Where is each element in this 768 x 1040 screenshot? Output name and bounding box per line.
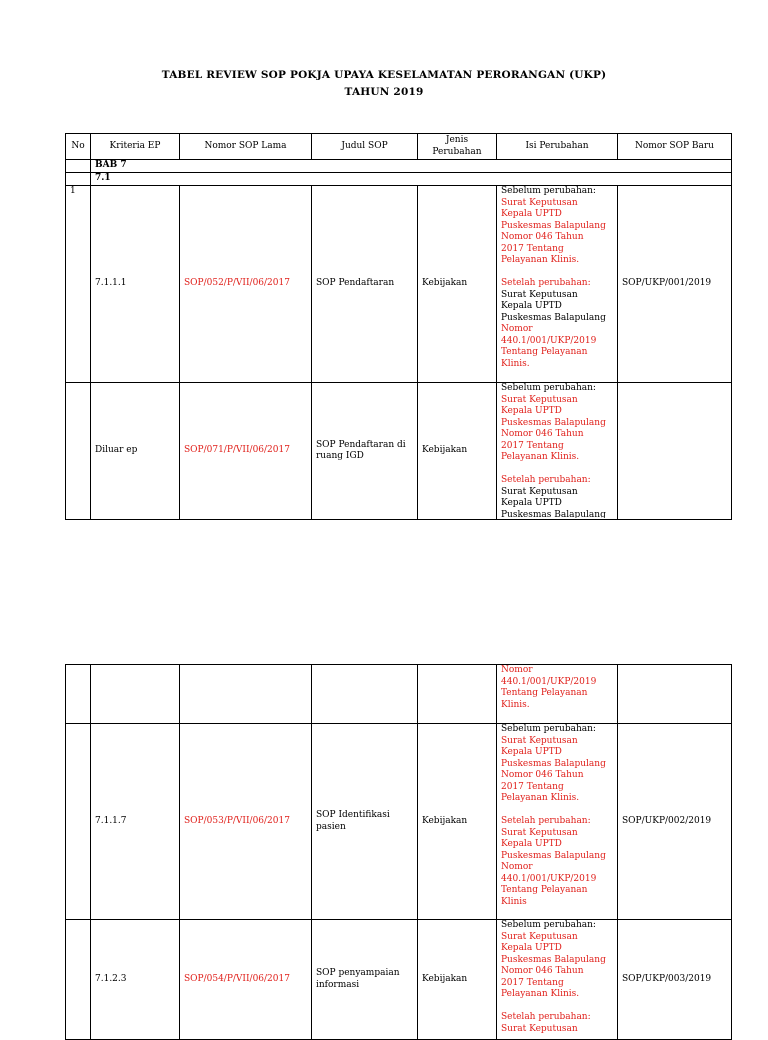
row-nomor-lama: SOP/071/P/VII/06/2017 — [180, 383, 312, 520]
subbab-row — [66, 173, 732, 186]
row-kriteria: Diluar ep — [91, 383, 180, 520]
row-nomor-baru: SOP/UKP/002/2019 — [618, 724, 732, 920]
row-jenis: Kebijakan — [418, 186, 497, 383]
row-isi-perubahan-continued: Nomor 440.1/001/UKP/2019 Tentang Pelayanan Klinis. — [497, 665, 618, 724]
row-jenis: Kebijakan — [418, 920, 497, 1040]
row-nomor-baru: SOP/UKP/001/2019 — [618, 186, 732, 383]
row-nomor-baru — [618, 383, 732, 520]
row-kriteria: 7.1.1.7 — [91, 724, 180, 920]
row-nomor-lama: SOP/053/P/VII/06/2017 — [180, 724, 312, 920]
row-judul: SOP Pendaftaran di ruang IGD — [312, 383, 418, 520]
row-isi-perubahan: Sebelum perubahan: Surat Keputusan Kepala UPTD Puskesmas Balapulang Nomor 046 Tahun 2017 Tentang Pelayanan Klinis. Setelah perubahan: Surat Keputusan Kepala UPTD Puskesmas Balapulang — [497, 383, 618, 520]
row-no: 1 — [66, 186, 91, 383]
row-kriteria: 7.1.2.3 — [91, 920, 180, 1040]
header-judul-sop: Judul SOP — [312, 134, 418, 160]
row-isi-perubahan: Sebelum perubahan: Surat Keputusan Kepala UPTD Puskesmas Balapulang Nomor 046 Tahun 2017 Tentang Pelayanan Klinis. Setelah perubahan: Surat Keputusan — [497, 920, 618, 1040]
header-nomor-sop-lama: Nomor SOP Lama — [180, 134, 312, 160]
subbab-label: 7.1 — [91, 173, 732, 186]
header-kriteria-ep: Kriteria EP — [91, 134, 180, 160]
bab-row — [66, 160, 732, 173]
row-judul: SOP Identifikasi pasien — [312, 724, 418, 920]
bab-label: BAB 7 — [91, 160, 732, 173]
row-isi-perubahan: Sebelum perubahan: Surat Keputusan Kepala UPTD Puskesmas Balapulang Nomor 046 Tahun 2017 Tentang Pelayanan Klinis. Setelah perubahan: Surat Keputusan Kepala UPTD Puskesmas Balapulang Nomor 440.1/001/UKP/2019 Tentang Pelayanan Klinis — [497, 724, 618, 920]
row-kriteria: 7.1.1.1 — [91, 186, 180, 383]
table-row-continued — [66, 665, 732, 724]
header-isi-perubahan: Isi Perubahan — [497, 134, 618, 160]
row-nomor-baru: SOP/UKP/003/2019 — [618, 920, 732, 1040]
row-nomor-lama: SOP/052/P/VII/06/2017 — [180, 186, 312, 383]
document-year: TAHUN 2019 — [344, 86, 424, 98]
row-no — [66, 383, 91, 520]
row-judul: SOP penyampaian informasi — [312, 920, 418, 1040]
header-nomor-sop-baru: Nomor SOP Baru — [618, 134, 732, 160]
review-table-continued — [65, 664, 732, 1040]
table-row — [66, 186, 732, 383]
table-row — [66, 920, 732, 1040]
table-row — [66, 724, 732, 920]
row-judul: SOP Pendaftaran — [312, 186, 418, 383]
table-row — [66, 383, 732, 520]
header-no: No — [66, 134, 91, 160]
table-header-row — [66, 134, 732, 160]
review-table — [65, 133, 732, 520]
row-jenis: Kebijakan — [418, 383, 497, 520]
row-nomor-lama: SOP/054/P/VII/06/2017 — [180, 920, 312, 1040]
header-jenis-perubahan: Jenis Perubahan — [418, 134, 497, 160]
row-jenis: Kebijakan — [418, 724, 497, 920]
row-isi-perubahan: Sebelum perubahan: Surat Keputusan Kepala UPTD Puskesmas Balapulang Nomor 046 Tahun 2017 Tentang Pelayanan Klinis. Setelah perubahan: Surat Keputusan Kepala UPTD Puskesmas Balapulang Nomor 440.1/001/UKP/2019 Tentang Pelayanan Klinis. — [497, 186, 618, 383]
document-title: TABEL REVIEW SOP POKJA UPAYA KESELAMATAN PERORANGAN (UKP) — [161, 69, 607, 81]
